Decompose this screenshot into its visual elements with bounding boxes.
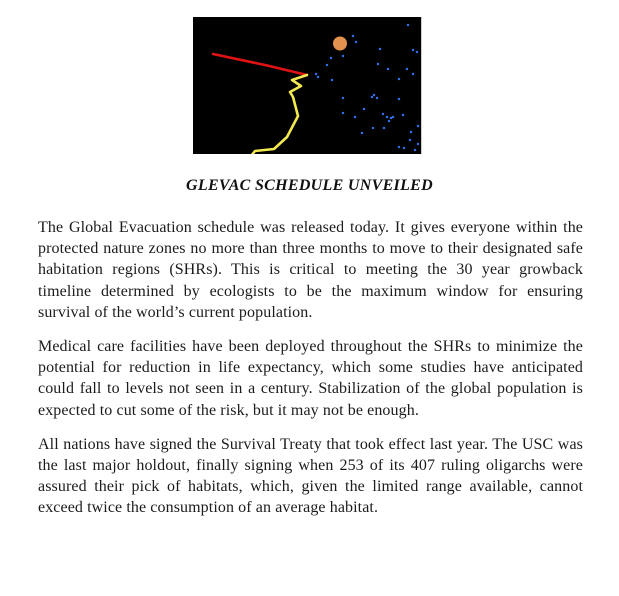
star-dot bbox=[412, 49, 414, 51]
star-dot bbox=[379, 48, 381, 50]
space-scene bbox=[193, 17, 421, 154]
star-dot bbox=[354, 116, 356, 118]
star-dot bbox=[398, 98, 400, 100]
star-dot bbox=[371, 96, 373, 98]
star-dot bbox=[388, 120, 390, 122]
star-dot bbox=[390, 117, 392, 119]
star-dot bbox=[372, 127, 374, 129]
star-dot bbox=[326, 64, 328, 66]
star-dot bbox=[410, 131, 412, 133]
star-dot bbox=[416, 51, 418, 53]
star-dot bbox=[407, 24, 409, 26]
star-dot bbox=[363, 108, 365, 110]
star-dot bbox=[376, 97, 378, 99]
headline: GLEVAC SCHEDULE UNVEILED bbox=[186, 177, 433, 194]
star-dot bbox=[386, 116, 388, 118]
star-dot bbox=[315, 73, 317, 75]
hero-image bbox=[193, 17, 422, 154]
star-dot bbox=[414, 149, 416, 151]
star-dot bbox=[342, 97, 344, 99]
body-paragraph-2: Medical care facilities have been deployed throughout the SHRs to minimize the potential for reduction in life expectancy, which some studies have anticipated could fall to levels not seen in a century. Stabilization of the global population is expected to cut some of the risk, but it may not be enough. bbox=[38, 338, 583, 419]
star-dot bbox=[342, 112, 344, 114]
star-dot bbox=[331, 79, 333, 81]
body-paragraph-1: The Global Evacuation schedule was released today. It gives everyone within the protected nature zones no more than three months to move to their designated safe habitation regions (SHRs). This is critical to meeting the 30 year growback timeline determined by ecologists to be the maximum window for ensuring survival of the world’s current population. bbox=[38, 219, 583, 321]
star-dot bbox=[377, 63, 379, 65]
star-dot bbox=[403, 147, 405, 149]
star-dot bbox=[402, 114, 404, 116]
planet-icon bbox=[333, 37, 347, 51]
space-background bbox=[193, 17, 421, 154]
star-dot bbox=[398, 78, 400, 80]
star-dot bbox=[373, 94, 375, 96]
star-dot bbox=[417, 143, 419, 145]
star-dot bbox=[382, 113, 384, 115]
star-dot bbox=[342, 55, 344, 57]
star-dot bbox=[417, 125, 419, 127]
body-paragraph-3: All nations have signed the Survival Treaty that took effect last year. The USC was the last major holdout, finally signing when 253 of its 407 ruling oligarchs were assured their pick of habitats, which, given the limited range available, cannot exceed twice the consumption of an average habitat. bbox=[38, 435, 583, 517]
star-dot bbox=[355, 41, 357, 43]
star-dot bbox=[330, 57, 332, 59]
article-body bbox=[38, 217, 583, 532]
star-dot bbox=[409, 139, 411, 141]
star-dot bbox=[392, 116, 394, 118]
star-dot bbox=[406, 68, 408, 70]
star-dot bbox=[383, 127, 385, 129]
star-dot bbox=[361, 132, 363, 134]
star-dot bbox=[398, 146, 400, 148]
star-dot bbox=[387, 68, 389, 70]
star-dot bbox=[317, 76, 319, 78]
star-dot bbox=[412, 73, 414, 75]
star-dot bbox=[352, 35, 354, 37]
